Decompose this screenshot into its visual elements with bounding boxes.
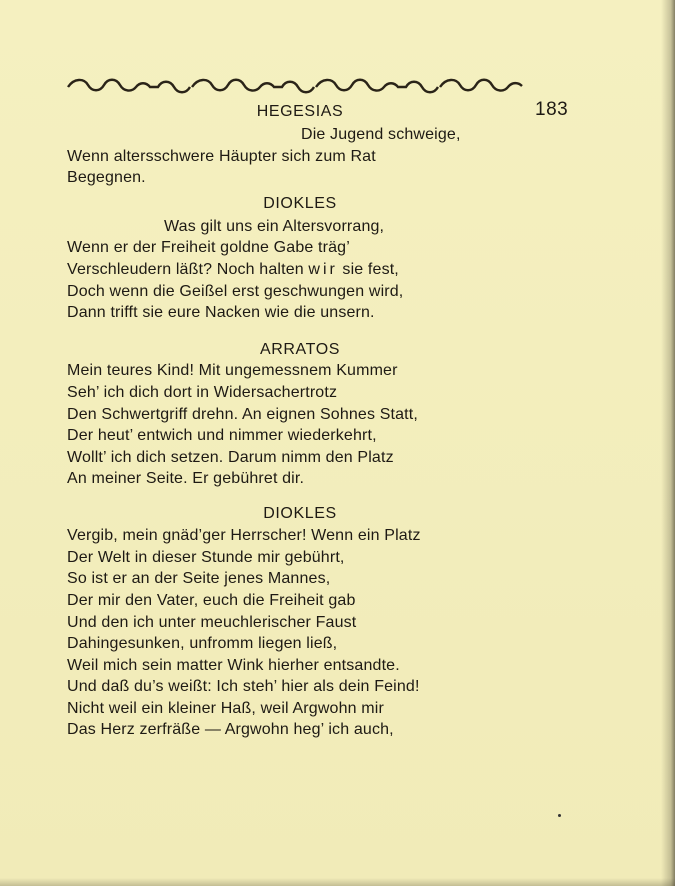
verse-line: Das Herz zerfräße — Argwohn heg’ ich auch, <box>67 721 394 738</box>
page-bottom-shadow <box>0 878 675 886</box>
verse-text: sie fest, <box>337 261 399 278</box>
verse-line: Wenn altersschwere Häupter sich zum Rat <box>67 148 376 165</box>
verse-line: Und daß du’s weißt: Ich steh’ hier als dein Feind! <box>67 678 420 695</box>
verse-line: Der heut’ entwich und nimmer wiederkehrt, <box>67 427 377 444</box>
speaker-hegesias: HEGESIAS <box>256 103 344 120</box>
verse-text: Verschleudern läßt? Noch halten <box>67 261 309 278</box>
speaker-diokles: DIOKLES <box>263 195 337 212</box>
verse-line: Vergib, mein gnäd’ger Herrscher! Wenn ein Platz <box>67 527 421 544</box>
page-number: 183 <box>535 99 569 120</box>
verse-line: Dahingesunken, unfromm liegen ließ, <box>67 635 338 652</box>
decorative-wave-ornament <box>66 76 526 98</box>
emphasized-word: wir <box>308 261 338 278</box>
speaker-arratos: ARRATOS <box>259 341 341 358</box>
verse-line: Der Welt in dieser Stunde mir gebührt, <box>67 549 345 566</box>
verse-line: Der mir den Vater, euch die Freiheit gab <box>67 592 356 609</box>
page-edge-shadow <box>661 0 675 886</box>
verse-line: Wenn er der Freiheit goldne Gabe träg’ <box>67 239 350 256</box>
verse-line: Weil mich sein matter Wink hierher entsandte. <box>67 657 400 674</box>
verse-line: Und den ich unter meuchlerischer Faust <box>67 614 357 631</box>
verse-line: Die Jugend schweige, <box>301 126 461 143</box>
verse-line: Doch wenn die Geißel erst geschwungen wird, <box>67 283 404 300</box>
verse-line: Wollt’ ich dich setzen. Darum nimm den Platz <box>67 449 394 466</box>
speaker-diokles: DIOKLES <box>263 505 337 522</box>
verse-line: Den Schwertgriff drehn. An eignen Sohnes Statt, <box>67 406 418 423</box>
verse-line: Mein teures Kind! Mit ungemessnem Kummer <box>67 362 398 379</box>
verse-line: Nicht weil ein kleiner Haß, weil Argwohn mir <box>67 700 384 717</box>
verse-line: Begegnen. <box>67 169 146 186</box>
verse-line <box>67 261 399 279</box>
verse-line: Seh’ ich dich dort in Widersachertrotz <box>67 384 338 401</box>
verse-line: Was gilt uns ein Altersvorrang, <box>164 218 385 235</box>
verse-line: So ist er an der Seite jenes Mannes, <box>67 570 331 587</box>
ink-speck <box>558 814 561 817</box>
verse-line: An meiner Seite. Er gebühret dir. <box>67 470 305 487</box>
verse-line: Dann trifft sie eure Nacken wie die unsern. <box>67 304 375 321</box>
